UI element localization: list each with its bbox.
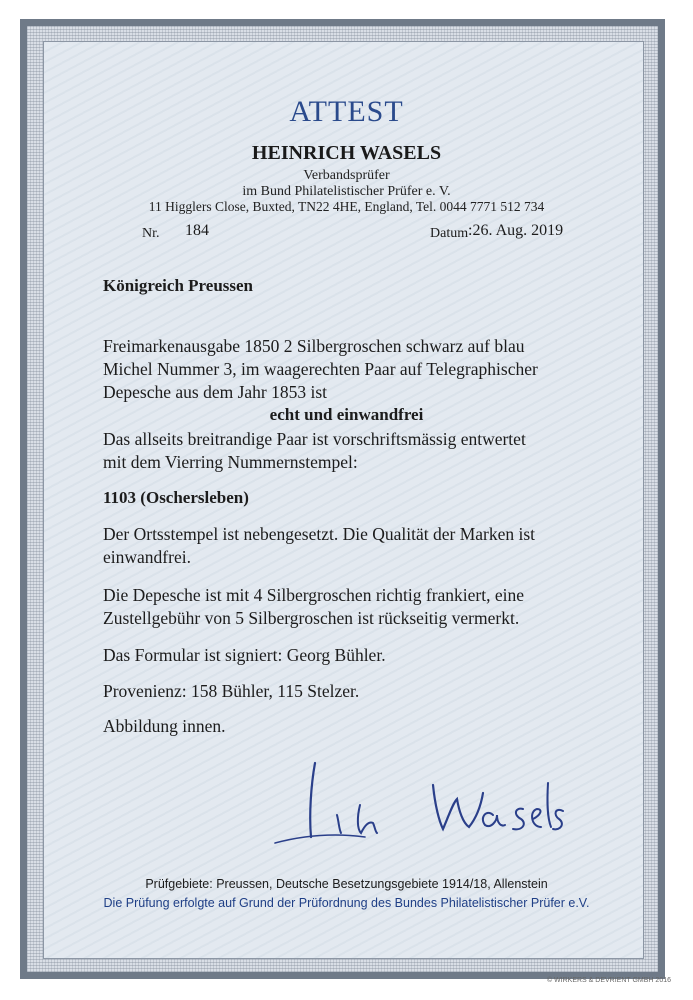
para1-line3: Depesche aus dem Jahr 1853 ist (103, 382, 328, 402)
para3-line2: einwandfrei. (103, 547, 191, 567)
para4-line2: Zustellgebühr von 5 Silbergroschen ist rückseitig vermerkt. (103, 608, 520, 628)
para1-line2: Michel Nummer 3, im waagerechten Paar auf Telegraphischer (103, 359, 538, 379)
date-value: :26. Aug. 2019 (468, 222, 564, 239)
para3-line1: Der Ortsstempel ist nebengesetzt. Die Qualität der Marken ist (103, 524, 536, 544)
examiner-name: HEINRICH WASELS (251, 142, 442, 164)
para4-line1: Die Depesche ist mit 4 Silbergroschen richtig frankiert, eine (103, 585, 525, 605)
footer-regulation: Die Prüfung erfolgte auf Grund der Prüfordnung des Bundes Philatelistischer Prüfer e.V. (103, 896, 590, 910)
examiner-address: 11 Higglers Close, Buxted, TN22 4HE, England, Tel. 0044 7771 512 734 (148, 199, 545, 214)
printer-mark: © WIRKERS & DEVRIENT GMBH 2016 (546, 977, 671, 984)
para7: Abbildung innen. (103, 716, 226, 736)
para1-line1: Freimarkenausgabe 1850 2 Silbergroschen schwarz auf blau (103, 336, 525, 356)
country-heading: Königreich Preussen (103, 276, 254, 295)
date-label: Datum (430, 226, 469, 241)
para2-line1: Das allseits breitrandige Paar ist vorschriftsmässig entwertet (103, 429, 526, 449)
nr-value: 184 (185, 222, 209, 239)
nr-label: Nr. (142, 226, 160, 241)
attest-title: ATTEST (289, 95, 404, 128)
verdict: echt und einwandfrei (269, 405, 424, 424)
cancel-number: 1103 (Oschersleben) (103, 488, 249, 507)
footer-scope: Prüfgebiete: Preussen, Deutsche Besetzungsgebiete 1914/18, Allenstein (145, 877, 548, 891)
para2-line2: mit dem Vierring Nummernstempel: (103, 452, 358, 472)
para5: Das Formular ist signiert: Georg Bühler. (103, 645, 386, 665)
examiner-association: im Bund Philatelistischer Prüfer e. V. (242, 184, 451, 199)
signature (265, 745, 565, 855)
para6: Provenienz: 158 Bühler, 115 Stelzer. (103, 681, 360, 701)
examiner-role: Verbandsprüfer (303, 168, 390, 183)
